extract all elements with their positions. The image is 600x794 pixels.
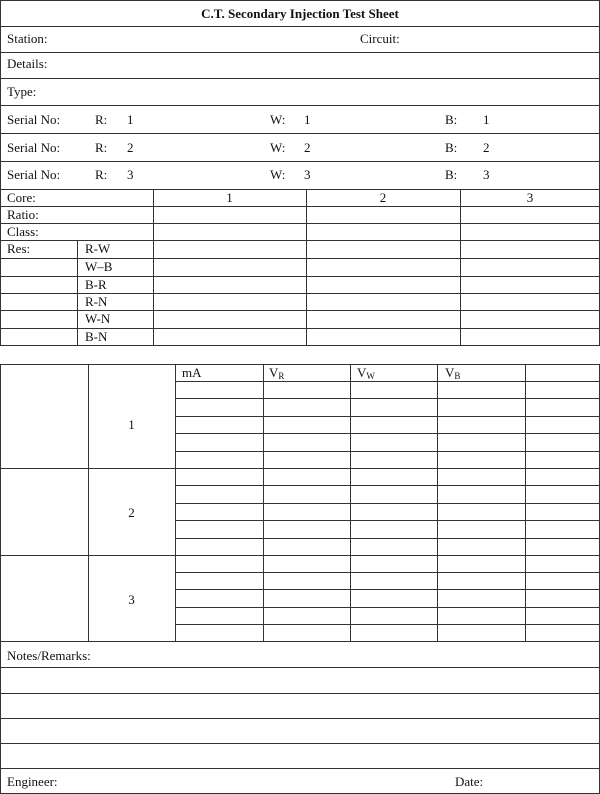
serial-w-label: W: [270, 167, 286, 182]
divider [0, 105, 600, 106]
notes-label: Notes/Remarks: [7, 648, 91, 663]
col-header-vw: $V_W$ [357, 365, 375, 381]
divider [77, 240, 78, 346]
engineer-label: Engineer: [7, 774, 58, 789]
type-label: Type: [7, 84, 37, 99]
serial-r-label: R: [95, 140, 108, 155]
divider [175, 416, 600, 417]
serial-w-value: 3 [304, 167, 311, 182]
res-row-label: B-R [85, 277, 107, 292]
divider [306, 189, 307, 346]
divider [0, 78, 600, 79]
divider [175, 398, 600, 399]
page-title: C.T. Secondary Injection Test Sheet [201, 6, 399, 21]
core-header-3: 3 [526, 190, 534, 205]
details-label: Details: [7, 56, 48, 71]
serial-b-label: B: [445, 112, 458, 127]
serial-r-value: 1 [127, 112, 134, 127]
serial-b-value: 3 [483, 167, 490, 182]
divider [0, 133, 600, 134]
serial-w-value: 2 [304, 140, 311, 155]
divider [175, 433, 600, 434]
serial-label: Serial No: [7, 167, 61, 182]
divider [0, 693, 600, 694]
res-row-label: W–B [85, 259, 113, 274]
divider [0, 468, 600, 469]
res-row-label: R-N [85, 294, 108, 309]
res-row-label: B-N [85, 329, 108, 344]
col-header-vb: $V_B$ [445, 365, 461, 381]
divider [0, 743, 600, 744]
serial-b-label: B: [445, 140, 458, 155]
col-header-vr: $V_R$ [269, 365, 285, 381]
divider [0, 667, 600, 668]
divider [175, 485, 600, 486]
res-row-label: W-N [85, 311, 111, 326]
divider [0, 52, 600, 53]
serial-label: Serial No: [7, 112, 61, 127]
ratio-label: Ratio: [7, 207, 39, 222]
divider [175, 538, 600, 539]
res-row-label: R-W [85, 241, 111, 256]
serial-b-label: B: [445, 167, 458, 182]
divider [0, 718, 600, 719]
divider [0, 555, 600, 556]
divider [0, 161, 600, 162]
serial-r-value: 3 [127, 167, 134, 182]
col-header-ma: mA [182, 365, 202, 380]
divider [175, 572, 600, 573]
divider [175, 381, 600, 382]
serial-r-label: R: [95, 167, 108, 182]
core-label: Core: [7, 190, 36, 205]
divider [175, 589, 600, 590]
group-number: 1 [128, 417, 135, 432]
divider [175, 520, 600, 521]
serial-w-label: W: [270, 140, 286, 155]
serial-w-label: W: [270, 112, 286, 127]
station-label: Station: [7, 31, 48, 46]
serial-b-value: 1 [483, 112, 490, 127]
core-header-2: 2 [379, 190, 387, 205]
divider [0, 768, 600, 769]
serial-w-value: 1 [304, 112, 311, 127]
divider [460, 189, 461, 346]
divider [153, 189, 154, 346]
divider [175, 607, 600, 608]
date-label: Date: [455, 774, 484, 789]
group-number: 2 [128, 505, 135, 520]
serial-b-value: 2 [483, 140, 490, 155]
divider [0, 641, 600, 642]
class-label: Class: [7, 224, 39, 239]
divider [0, 206, 600, 207]
circuit-label: Circuit: [360, 31, 400, 46]
serial-r-label: R: [95, 112, 108, 127]
divider [175, 624, 600, 625]
divider [0, 26, 600, 27]
res-label: Res: [7, 241, 31, 256]
divider [175, 451, 600, 452]
divider [0, 223, 600, 224]
core-header-1: 1 [226, 190, 233, 205]
divider [175, 503, 600, 504]
group-number: 3 [128, 592, 135, 607]
serial-label: Serial No: [7, 140, 61, 155]
serial-r-value: 2 [127, 140, 134, 155]
